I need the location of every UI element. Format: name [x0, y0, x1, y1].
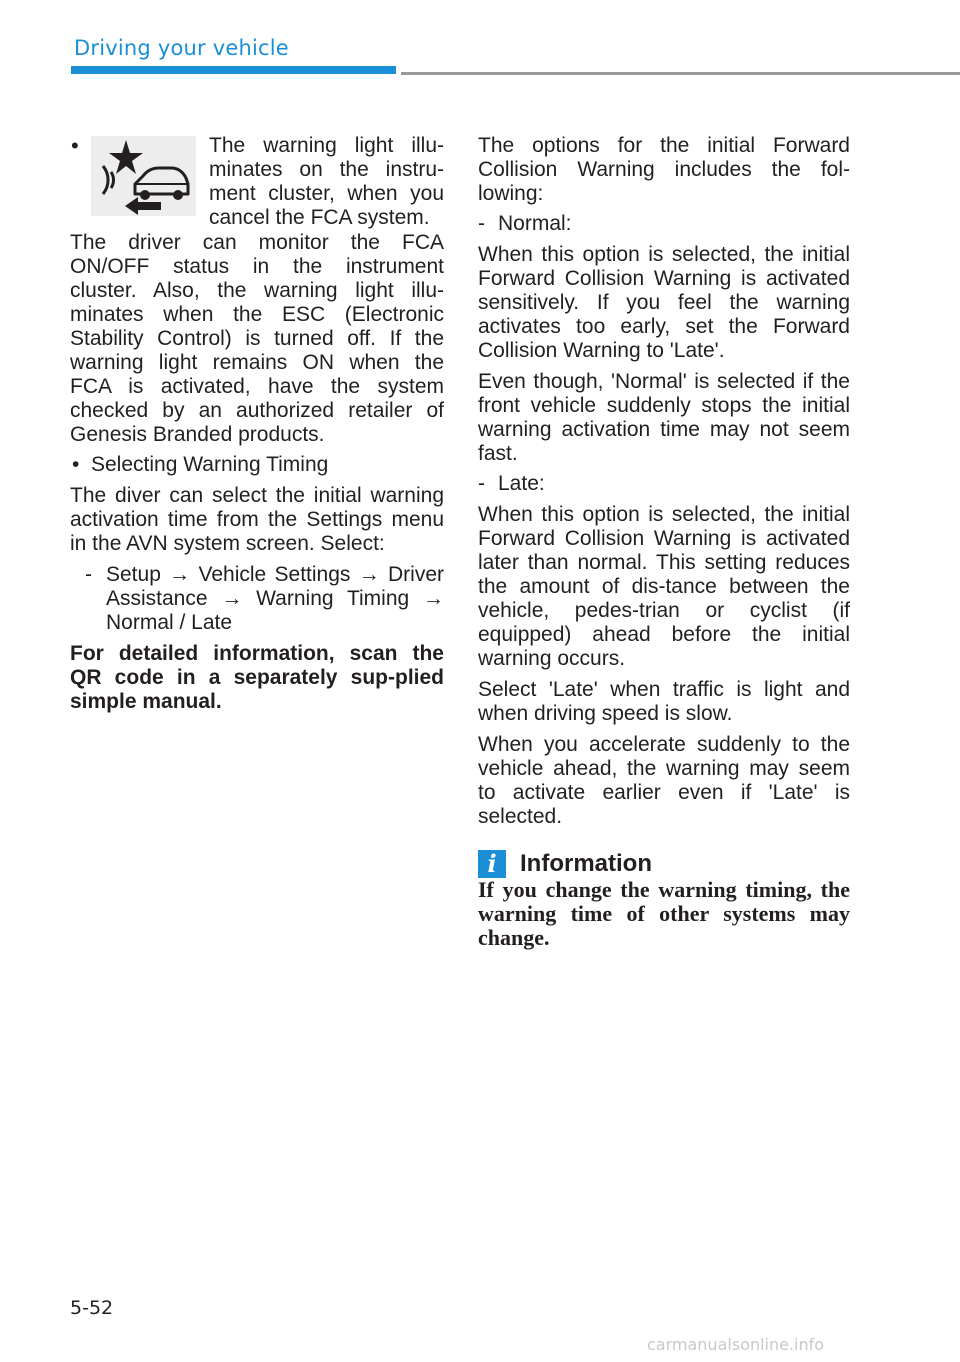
late-note: When you accelerate suddenly to the vehicle ahead, the warning may seem to activate earlier even if 'Late' is selected.: [478, 733, 850, 828]
information-header: [478, 850, 850, 878]
option-normal: [478, 212, 850, 236]
header-accent-bar: [71, 66, 396, 74]
bullet-marker: •: [71, 133, 79, 158]
normal-description: When this option is selected, the initial Forward Collision Warning is activated sensitively. If you feel the warning activates too early, set the Forward Collision Warning to 'Late'.: [478, 243, 850, 362]
warning-light-description: The warning light illu-minates on the instru-ment cluster, when you cancel the FCA system.: [209, 134, 444, 229]
watermark: carmanualsonline.info: [647, 1335, 825, 1354]
page-number: 5-52: [70, 1297, 114, 1319]
information-text: If you change the warning timing, the warning time of other systems may change.: [478, 877, 850, 950]
information-title: Information: [520, 850, 652, 877]
information-icon: i: [478, 850, 506, 878]
dash-marker: -: [478, 472, 485, 495]
fca-off-warning-light-icon: [91, 136, 196, 216]
setup-path-item: [70, 563, 444, 635]
bullet-selecting-warning-timing: [70, 453, 444, 477]
bullet-marker: •: [72, 453, 80, 476]
fca-status-paragraph: The driver can monitor the FCA ON/OFF status in the instrument cluster. Also, the warning light illu-minates when the ESC (Electronic Stability Control) is turned off. If the warning light remains ON when the FCA is activated, have the system checked by an authorized retailer of Genesis Branded products.: [70, 231, 444, 446]
left-column: [70, 134, 444, 714]
right-column: [478, 134, 850, 950]
bullet-label: Selecting Warning Timing: [91, 453, 329, 476]
qr-code-note: For detailed information, scan the QR code in a separately sup-plied simple manual.: [70, 642, 444, 713]
options-intro: The options for the initial Forward Collision Warning includes the fol-lowing:: [478, 134, 850, 205]
warning-light-item: [70, 133, 444, 229]
late-recommendation: Select 'Late' when traffic is light and when driving speed is slow.: [478, 678, 850, 725]
section-title: Driving your vehicle: [74, 36, 289, 60]
dash-marker: -: [478, 212, 485, 235]
dash-marker: -: [85, 563, 92, 586]
option-normal-label: Normal:: [498, 212, 572, 235]
header-divider-line: [401, 72, 960, 75]
late-description: When this option is selected, the initial Forward Collision Warning is activated later than normal. This setting reduces the amount of dis-tance between the vehicle, pedes-trian or cyclist (if equipped) ahead before the initial warning occurs.: [478, 503, 850, 670]
warning-timing-paragraph: The diver can select the initial warning activation time from the Settings menu in the AVN system screen. Select:: [70, 484, 444, 555]
option-late: [478, 472, 850, 496]
normal-note: Even though, 'Normal' is selected if the front vehicle suddenly stops the initial warning activation time may not seem fast.: [478, 370, 850, 465]
option-late-label: Late:: [498, 472, 545, 495]
setup-path-text: Setup → Vehicle Settings → Driver Assistance → Warning Timing → Normal / Late: [106, 563, 444, 634]
